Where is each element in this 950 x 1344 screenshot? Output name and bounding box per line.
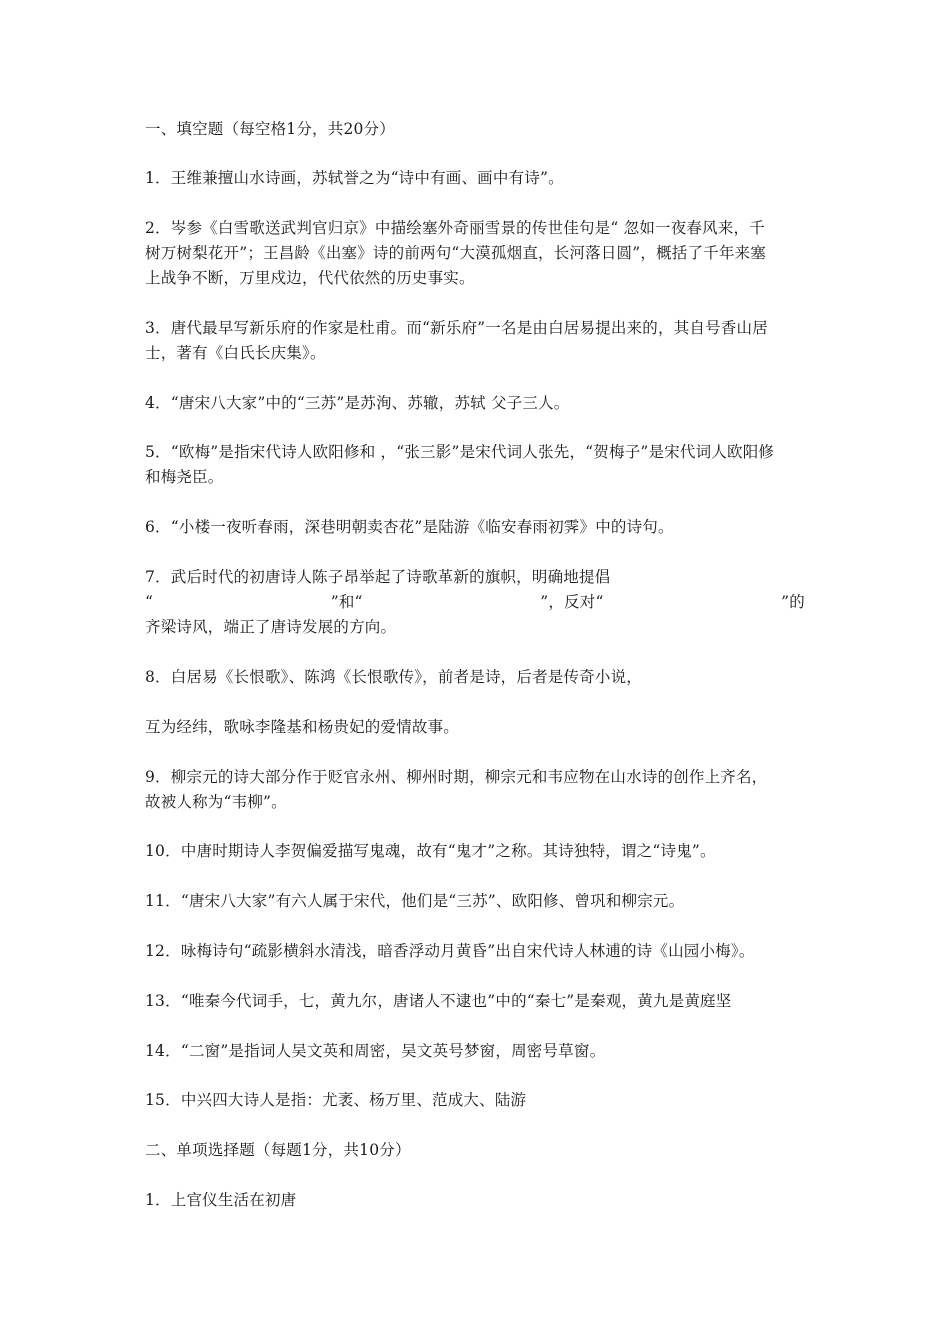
question-7-line-2: [145, 592, 805, 612]
question-7-quote-open: “: [145, 593, 154, 611]
question-11: 11．“唐宋八大家”有六人属于宋代，他们是“三苏”、欧阳修、曾巩和柳宗元。: [145, 892, 685, 910]
question-3-line-2: 士，著有《白氏长庆集》。: [145, 344, 326, 362]
question-5-line-2: 和梅尧臣。: [145, 468, 224, 486]
question-7-quote-close: ”的: [781, 593, 805, 611]
question-7-oppose: ”，反对“: [540, 593, 604, 611]
question-2-line-3: 上战争不断，万里戍边，代代依然的历史事实。: [145, 269, 475, 287]
section1-heading: 一、填空题（每空格1分，共20分）: [145, 120, 395, 138]
question-3-line-1: 3．唐代最早写新乐府的作家是杜甫。而“新乐府”一名是由白居易提出来的，其自号香山居: [145, 319, 768, 337]
question-7-and: ”和“: [330, 593, 363, 611]
section2-heading: 二、单项选择题（每题1分，共10分）: [145, 1141, 411, 1159]
question-2-line-2: 树万树梨花开”；王昌龄《出塞》诗的前两句“大漠孤烟直，长河落日圆”，概括了千年来塞: [145, 244, 766, 262]
question-8-line-2: 互为经纬，歌咏李隆基和杨贵妃的爱情故事。: [145, 718, 460, 736]
question-12: 12．咏梅诗句“疏影横斜水清浅，暗香浮动月黄昏”出自宋代诗人林逋的诗《山园小梅》。: [145, 942, 755, 960]
question-8-line-1: 8．白居易《长恨歌》、陈鸿《长恨歌传》，前者是诗，后者是传奇小说，: [145, 668, 642, 686]
question-5-line-1: 5．“欧梅”是指宋代诗人欧阳修和 ，“张三影”是宋代词人张先，“贺梅子”是宋代词人欧阳修: [145, 443, 775, 461]
question-7-line-1: 7．武后时代的初唐诗人陈子昂举起了诗歌革新的旗帜，明确地提倡: [145, 568, 611, 586]
question-10: 10．中唐时期诗人李贺偏爱描写鬼魂，故有“鬼才”之称。其诗独特，谓之“诗鬼”。: [145, 842, 716, 860]
question-7-line-3: 齐梁诗风，端正了唐诗发展的方向。: [145, 618, 397, 636]
question-14: 14．“二窗”是指词人吴文英和周密，吴文英号梦窗，周密号草窗。: [145, 1042, 606, 1060]
question-9-line-2: 故被人称为“韦柳”。: [145, 793, 287, 811]
question-2-line-1: 2．岑参《白雪歌送武判官归京》中描绘塞外奇丽雪景的传世佳句是“ 忽如一夜春风来，千: [145, 219, 765, 237]
question-15: 15．中兴四大诗人是指：尤袤、杨万里、范成大、陆游: [145, 1091, 527, 1109]
question-9-line-1: 9．柳宗元的诗大部分作于贬官永州、柳州时期，柳宗元和韦应物在山水诗的创作上齐名，: [145, 768, 768, 786]
question-1: 1．王维兼擅山水诗画，苏轼誉之为“诗中有画、画中有诗”。: [145, 169, 564, 187]
question-13: 13．“唯秦今代词手，七，黄九尔，唐诸人不逮也”中的“秦七”是秦观，黄九是黄庭坚: [145, 992, 732, 1010]
section2-question-1: 1．上官仪生活在初唐: [145, 1191, 297, 1209]
question-6: 6．“小楼一夜听春雨，深巷明朝卖杏花”是陆游《临安春雨初霁》中的诗句。: [145, 518, 674, 536]
question-4: 4．“唐宋八大家”中的“三苏”是苏洵、苏辙，苏轼 父子三人。: [145, 394, 570, 412]
